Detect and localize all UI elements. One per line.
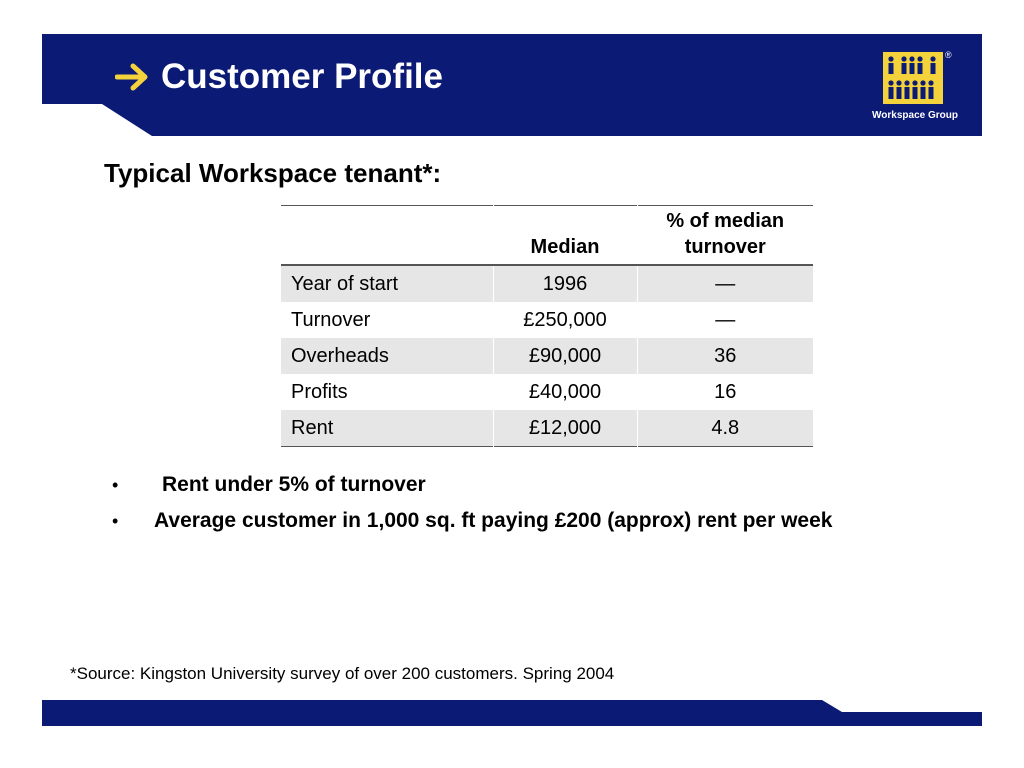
table-row [281, 374, 813, 410]
title-row [115, 55, 443, 99]
bullet-marker: • [112, 475, 119, 495]
source-footnote: *Source: Kingston University survey of over 200 customers. Spring 2004 [70, 664, 615, 683]
bullet-text: Rent under 5% of turnover [162, 473, 426, 496]
table-row [281, 410, 813, 447]
row-pct: 36 [637, 338, 813, 374]
row-median: 1996 [493, 265, 637, 302]
section-heading: Typical Workspace tenant*: [104, 158, 442, 188]
header-pct: % of median turnover [637, 206, 813, 266]
row-label: Rent [281, 410, 493, 447]
tenant-profile-table [281, 205, 813, 447]
right-arrow-icon [115, 62, 149, 92]
row-median: £90,000 [493, 338, 637, 374]
bullet-marker: • [112, 511, 119, 531]
row-median: £12,000 [493, 410, 637, 447]
table-row [281, 302, 813, 338]
row-label: Overheads [281, 338, 493, 374]
header-median: Median [493, 206, 637, 266]
logo-text: Workspace Group [872, 110, 958, 121]
row-label: Profits [291, 381, 348, 403]
header-label [281, 206, 493, 266]
footer-background [42, 700, 982, 726]
table-row [281, 338, 813, 374]
row-label: Turnover [291, 309, 371, 331]
registered-mark: ® [945, 50, 952, 60]
bullet-item [112, 506, 892, 536]
table-row [281, 265, 813, 302]
row-pct: — [637, 265, 813, 302]
row-median: £40,000 [493, 374, 637, 410]
bullet-item [112, 470, 892, 500]
row-pct: — [637, 302, 813, 338]
bullet-list [112, 470, 892, 542]
row-median: £250,000 [493, 302, 637, 338]
table-header-row [281, 206, 813, 266]
row-pct: 16 [637, 374, 813, 410]
workspace-group-logo [865, 46, 965, 126]
row-label: Year of start [281, 265, 493, 302]
row-pct: 4.8 [637, 410, 813, 447]
logo-figures-icon [883, 52, 943, 104]
bullet-text: Average customer in 1,000 sq. ft paying £200 (approx) rent per week [154, 509, 833, 532]
page-title: Customer Profile [161, 57, 443, 96]
footer-band [42, 700, 982, 731]
